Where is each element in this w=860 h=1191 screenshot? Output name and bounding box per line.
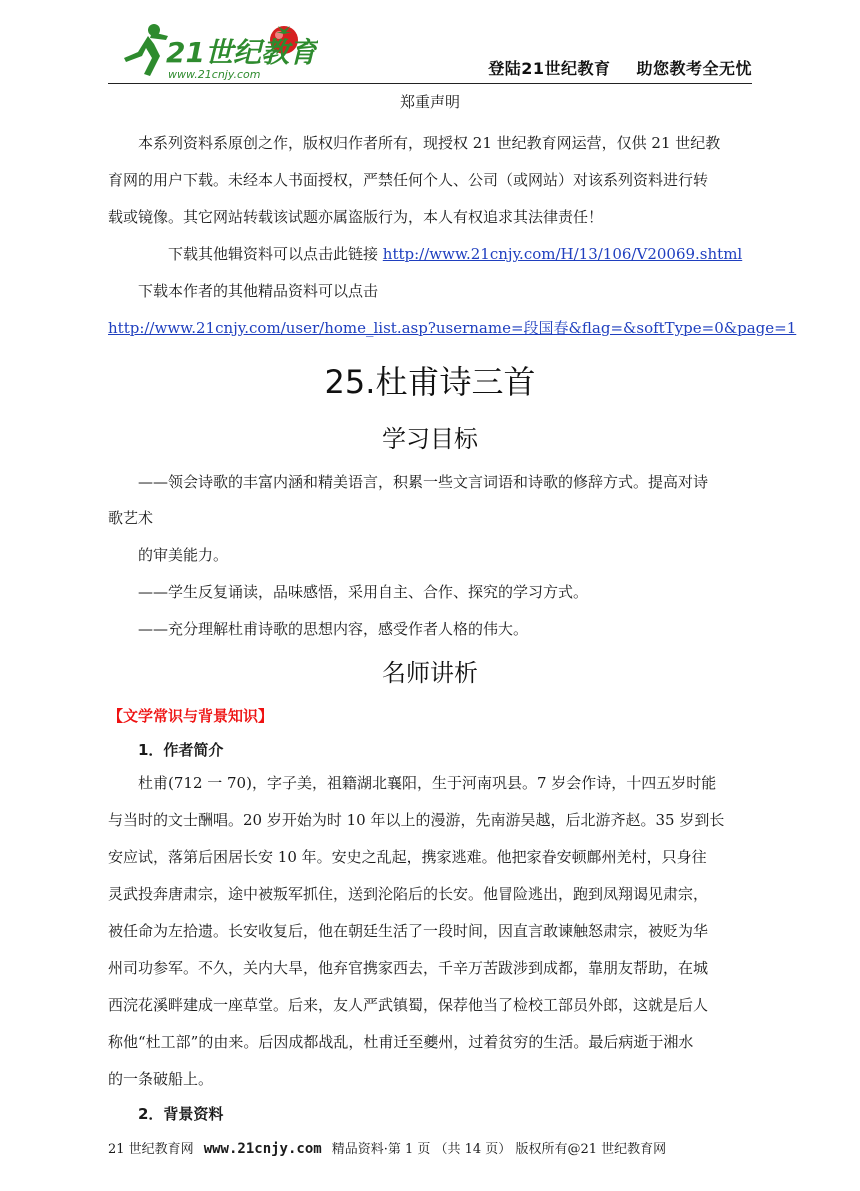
bio-line-2: 与当时的文士酬唱。20 岁开始为时 10 年以上的漫游，先南游吴越，后北游齐赵。35 岁到长 — [108, 811, 725, 829]
page-header — [108, 18, 752, 84]
section-label: 【文学常识与背景知识】 — [108, 707, 274, 725]
site-logo — [108, 18, 318, 84]
bio-line-5: 被任命为左拾遗。长安收复后，他在朝廷生活了一段时间，因直言敢谏触怒肃宗，被贬为华 — [108, 922, 709, 940]
goal-line-4: ——学生反复诵读，品味感悟，采用自主、合作、探究的学习方式。 — [138, 583, 589, 601]
header-divider — [108, 83, 752, 84]
bio-line-6: 州司功参军。不久，关内大旱，他弃官携家西去，千辛万苦跋涉到成都，靠朋友帮助，在城 — [108, 959, 709, 977]
bio-line-3: 安应试，落第后困居长安 10 年。安史之乱起，携家逃难。他把家眷安顿鄜州羌村，只身往 — [108, 848, 707, 866]
download-author-text: 下载本作者的其他精品资料可以点击 — [138, 282, 379, 300]
download-other-prefix: 下载其他辑资料可以点击此链接 — [168, 245, 383, 263]
bio-line-7: 西浣花溪畔建成一座草堂。后来，友人严武镇蜀，保荐他当了检校工部员外郎，这就是后人 — [108, 996, 709, 1014]
slogan-left: 登陆21世纪教育 — [488, 59, 611, 78]
lesson-title: 25.杜甫诗三首 — [324, 363, 536, 401]
header-slogan — [488, 56, 752, 79]
bio-line-9: 的一条破船上。 — [108, 1070, 214, 1088]
footer-left: 21 世纪教育网 — [108, 1142, 194, 1157]
goal-line-2: 歌艺术 — [108, 509, 154, 527]
footer-right: 精品资料·第 1 页 （共 14 页） 版权所有@21 世纪教育网 — [331, 1142, 667, 1157]
footer-site[interactable]: www.21cnjy.com — [203, 1141, 322, 1157]
analysis-heading: 名师讲析 — [382, 659, 478, 687]
page-footer — [108, 1140, 752, 1159]
goal-line-1: ——领会诗歌的丰富内涵和精美语言，积累一些文言词语和诗歌的修辞方式。提高对诗 — [138, 473, 709, 491]
notice-title: 郑重声明 — [399, 93, 460, 111]
bio-line-4: 灵武投奔唐肃宗，途中被叛军抓住，送到沦陷后的长安。他冒险逃出，跑到凤翔谒见肃宗， — [108, 885, 709, 903]
logo-url-text: www.21cnjy.com — [168, 68, 261, 81]
notice-line-1: 本系列资料系原创之作，版权归作者所有，现授权 21 世纪教育网运营，仅供 21 世纪教 — [138, 134, 721, 152]
download-other-line — [168, 244, 742, 264]
slogan-right: 助您教考全无忧 — [636, 59, 752, 78]
subsection-background: 2．背景资料 — [138, 1105, 224, 1123]
logo-text: 21世纪教育 — [166, 36, 317, 69]
notice-line-2: 育网的用户下载。未经本人书面授权，严禁任何个人、公司（或网站）对该系列资料进行转 — [108, 171, 709, 189]
subsection-author-intro: 1．作者简介 — [138, 741, 224, 759]
bio-line-8: 称他“杜工部”的由来。后因成都战乱，杜甫迁至夔州，过着贫穷的生活。最后病逝于湘水 — [108, 1033, 694, 1051]
goal-line-5: ——充分理解杜甫诗歌的思想内容，感受作者人格的伟大。 — [138, 620, 529, 638]
running-figure-icon — [124, 24, 168, 76]
bio-line-1: 杜甫(712 一 70)，字子美，祖籍湖北襄阳，生于河南巩县。7 岁会作诗，十四五岁时能 — [138, 774, 717, 792]
goal-line-3: 的审美能力。 — [138, 546, 229, 564]
download-other-link[interactable]: http://www.21cnjy.com/H/13/106/V20069.shtml — [382, 245, 743, 263]
notice-line-3: 载或镜像。其它网站转载该试题亦属盗版行为，本人有权追求其法律责任！ — [108, 208, 604, 226]
goals-heading: 学习目标 — [382, 425, 478, 453]
download-author-link[interactable]: http://www.21cnjy.com/user/home_list.asp?username=段国春&flag=&softType=0&page=1 — [108, 319, 797, 337]
